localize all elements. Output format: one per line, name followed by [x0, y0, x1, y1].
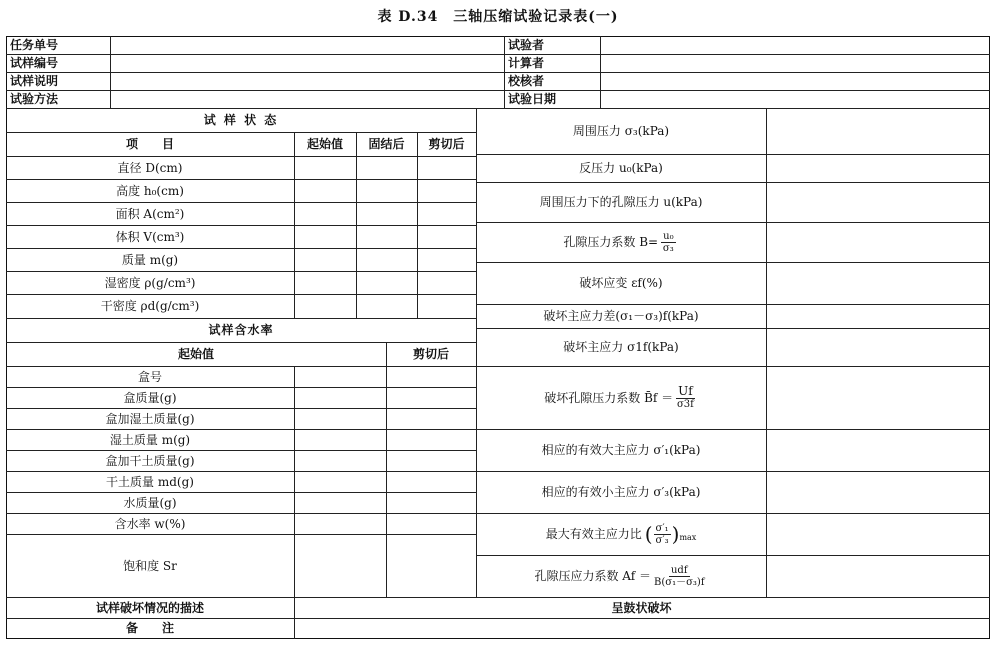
af-coefficient-fraction: [654, 565, 705, 588]
failure-description-label: 试样破坏情况的描述: [95, 600, 204, 615]
state-col-consolidated: 固结后: [368, 137, 405, 151]
vline: [294, 366, 295, 597]
af-coefficient-label: 孔隙压应力系数 Af ＝: [534, 569, 651, 583]
record-table: [6, 36, 990, 639]
ratio-subscript: max: [679, 532, 697, 542]
state-row-mass: 质量 m(g): [121, 252, 179, 267]
bf-coefficient-denominator: σ3f: [676, 399, 694, 411]
header-test-date: 试验日期: [508, 92, 557, 106]
state-row-wet-density: 湿密度 ρ(g/cm³): [104, 275, 196, 290]
bf-coefficient-fraction: [676, 385, 695, 410]
ratio-label: 最大有效主应力比: [545, 527, 642, 541]
ratio-left-paren: (: [644, 522, 653, 546]
state-row-area: 面积 A(cm²): [115, 206, 185, 221]
param-major-principal-stress: 破坏主应力 σ1f(kPa): [563, 340, 679, 354]
state-row-volume: 体积 V(cm³): [115, 229, 185, 244]
param-principal-stress-diff: 破坏主应力差(σ₁－σ₃)f(kPa): [543, 309, 699, 323]
moisture-row-saturation: 饱和度 Sr: [123, 558, 177, 573]
state-row-dry-density: 干密度 ρd(g/cm³): [100, 299, 200, 313]
b-coefficient-label: 孔隙压力系数 B=: [563, 235, 659, 249]
moisture-row-box-wet-soil: 盒加湿土质量(g): [105, 411, 195, 426]
param-failure-strain: 破坏应变 εf(%): [579, 276, 663, 290]
moisture-row-water-mass: 水质量(g): [123, 495, 177, 510]
param-effective-major-stress: 相应的有效大主应力 σ′₁(kPa): [541, 443, 701, 457]
param-af-coefficient: [476, 555, 766, 597]
state-col-initial: 起始值: [306, 137, 343, 151]
param-max-effective-stress-ratio: [476, 513, 766, 555]
param-failure-pore-coefficient: [476, 366, 766, 429]
border-top: [6, 36, 990, 37]
border-bottom: [6, 638, 990, 639]
param-back-pressure: 反压力 u₀(kPa): [579, 161, 663, 175]
state-heading: 试 样 状 态: [203, 113, 279, 127]
moisture-row-box-mass: 盒质量(g): [123, 390, 177, 405]
header-tester: 试验者: [508, 38, 545, 52]
param-pore-pressure: 周围压力下的孔隙压力 u(kPa): [539, 195, 703, 209]
b-coefficient-numerator: u₀: [663, 230, 674, 242]
header-sample-no: 试样编号: [10, 56, 59, 70]
border-right: [989, 36, 990, 639]
bf-coefficient-label: 破坏孔隙压力系数 B̄f ＝: [544, 390, 674, 405]
vline: [110, 36, 111, 108]
b-coefficient-fraction: [661, 231, 675, 254]
state-row-height: 高度 h₀(cm): [116, 183, 184, 198]
moisture-row-dry-soil: 干土质量 md(g): [106, 474, 194, 489]
ratio-numerator: σ′₁: [655, 522, 669, 534]
vline: [294, 132, 295, 318]
moisture-row-wet-soil: 湿土质量 m(g): [109, 432, 191, 447]
vline: [356, 132, 357, 318]
hline: [6, 72, 990, 73]
page-title: 表 D.34 三轴压缩试验记录表(一): [377, 9, 619, 25]
state-col-sheared: 剪切后: [428, 137, 465, 151]
param-confining-pressure: 周围压力 σ₃(kPa): [572, 124, 670, 138]
header-calculator: 计算者: [508, 56, 545, 70]
ratio-denominator: σ′₃: [655, 534, 669, 546]
header-sample-desc: 试样说明: [10, 74, 59, 88]
header-test-method: 试验方法: [10, 92, 59, 106]
remarks-label: 备 注: [125, 621, 174, 635]
param-effective-minor-stress: 相应的有效小主应力 σ′₃(kPa): [541, 485, 701, 499]
failure-description-value: 呈鼓状破坏: [611, 600, 672, 615]
hline: [6, 54, 990, 55]
moisture-row-box-no: 盒号: [137, 369, 162, 384]
af-coefficient-denominator: B(σ₁－σ₃)f: [654, 576, 705, 588]
ratio-right-paren: ): [671, 522, 680, 546]
vline: [600, 36, 601, 108]
vline: [417, 132, 418, 318]
vline: [386, 342, 387, 597]
ratio-fraction: [654, 523, 671, 546]
state-col-item: 项 目: [125, 137, 174, 151]
header-checker: 校核者: [508, 74, 545, 88]
moisture-col-initial: 起始值: [177, 347, 214, 361]
af-coefficient-numerator: udf: [670, 564, 688, 576]
b-coefficient-denominator: σ₃: [662, 242, 674, 254]
header-task-no: 任务单号: [10, 38, 59, 52]
moisture-col-sheared: 剪切后: [412, 347, 449, 361]
hline: [6, 90, 990, 91]
bf-coefficient-numerator: Uf: [678, 383, 693, 398]
moisture-row-water-content: 含水率 w(%): [114, 516, 186, 531]
state-row-diameter: 直径 D(cm): [117, 160, 183, 175]
moisture-row-box-dry-soil: 盒加干土质量(g): [105, 453, 195, 468]
param-b-coefficient: [476, 222, 766, 262]
moisture-heading: 试样含水率: [208, 323, 274, 337]
